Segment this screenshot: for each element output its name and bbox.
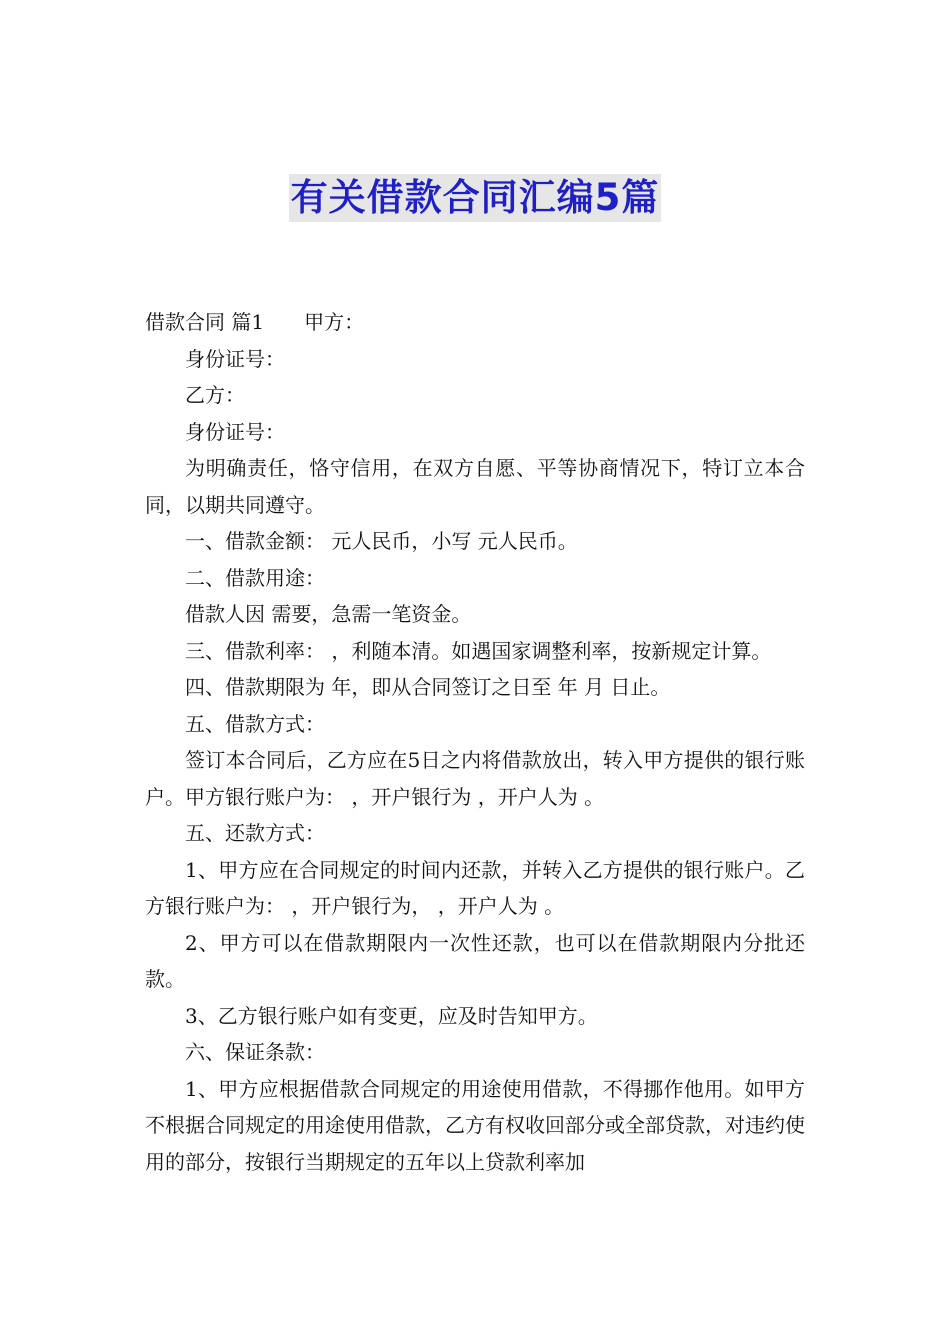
paragraph: 1、甲方应根据借款合同规定的用途使用借款，不得挪作他用。如甲方不根据合同规定的用途使用借款，乙方有权收回部分或全部贷款，对违约使用的部分，按银行当期规定的五年以上贷款利率加 bbox=[145, 1076, 805, 1174]
paragraph: 五、借款方式： bbox=[185, 711, 325, 736]
paragraph: 为明确责任，恪守信用，在双方自愿、平等协商情况下，特订立本合同，以期共同遵守。 bbox=[145, 456, 805, 517]
paragraph: 签订本合同后，乙方应在5日之内将借款放出，转入甲方提供的银行账户。甲方银行账户为： ，开户银行为 ，开户人为 。 bbox=[145, 748, 805, 809]
paragraph: 六、保证条款： bbox=[185, 1040, 325, 1064]
party-a-label: 甲方： bbox=[304, 310, 365, 334]
paragraph: 借款人因 需要，急需一笔资金。 bbox=[185, 602, 472, 626]
paragraph: 3、乙方银行账户如有变更，应及时告知甲方。 bbox=[185, 1003, 598, 1028]
paragraph: 乙方： bbox=[185, 383, 245, 407]
paragraph: 1、甲方应在合同规定的时间内还款，并转入乙方提供的银行账户。乙方银行账户为： ，开户银行为， ，开户人为 。 bbox=[145, 857, 805, 918]
paragraph: 2、甲方可以在借款期限内一次性还款，也可以在借款期限内分批还款。 bbox=[145, 930, 805, 991]
paragraph: 二、借款用途： bbox=[185, 565, 325, 590]
document-body bbox=[145, 304, 805, 1180]
paragraph: 三、借款利率： ，利随本清。如遇国家调整利率，按新规定计算。 bbox=[185, 638, 772, 663]
paragraph: 一、借款金额： 元人民币，小写 元人民币。 bbox=[185, 529, 578, 553]
first-line bbox=[145, 304, 805, 341]
contract-heading: 借款合同 篇1 bbox=[145, 310, 265, 334]
paragraph: 身份证号： bbox=[185, 346, 285, 371]
paragraph: 四、借款期限为 年，即从合同签订之日至 年 月 日止。 bbox=[185, 675, 671, 699]
paragraph: 身份证号： bbox=[185, 419, 285, 444]
document-title: 有关借款合同汇编5篇 bbox=[289, 174, 662, 222]
title-container bbox=[0, 174, 950, 222]
paragraph: 五、还款方式： bbox=[185, 821, 325, 845]
